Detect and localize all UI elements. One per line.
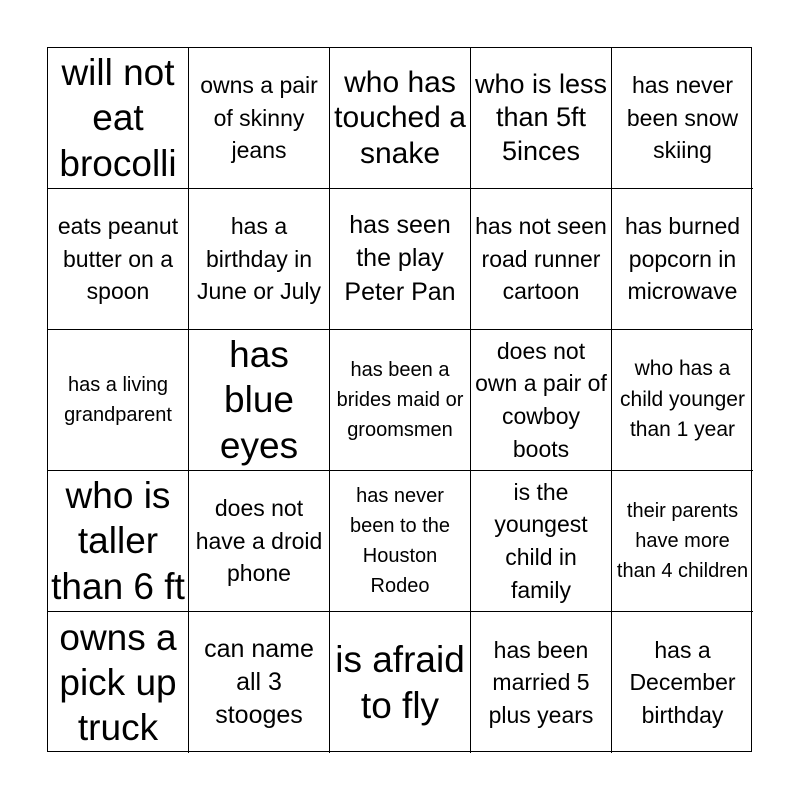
cell-text: has not seen road runner cartoon (475, 213, 607, 305)
cell-text: does not own a pair of cowboy boots (475, 337, 607, 462)
bingo-cell[interactable] (612, 330, 753, 471)
cell-text: who has a child younger than 1 year (620, 357, 745, 442)
cell-text: is the youngest child in family (494, 478, 588, 603)
bingo-cell[interactable] (48, 189, 189, 330)
bingo-cell[interactable] (471, 471, 612, 612)
cell-text: who is less than 5ft 5inces (474, 68, 608, 166)
cell-text: can name all 3 stooges (204, 634, 314, 730)
cell-text: has never been snow skiing (626, 72, 739, 164)
cell-text: has never been to the Houston Rodeo (349, 485, 451, 597)
cell-text: who has touched a snake (334, 66, 466, 170)
cell-text: has a living grandparent (64, 374, 172, 426)
cell-text: owns a pair of skinny jeans (200, 72, 318, 164)
cell-text: has a birthday in June or July (196, 213, 321, 305)
bingo-cell[interactable] (471, 189, 612, 330)
cell-text: eats peanut butter on a spoon (57, 213, 179, 305)
bingo-cell[interactable] (189, 48, 330, 189)
bingo-cell[interactable] (330, 330, 471, 471)
cell-text: has seen the play Peter Pan (344, 211, 456, 306)
bingo-cell[interactable] (48, 612, 189, 753)
bingo-cell[interactable] (330, 471, 471, 612)
bingo-cell[interactable] (330, 189, 471, 330)
cell-text: is afraid to fly (335, 639, 465, 726)
bingo-board (47, 47, 752, 752)
bingo-cell[interactable] (48, 330, 189, 471)
bingo-cell[interactable] (612, 471, 753, 612)
bingo-cell[interactable] (612, 48, 753, 189)
cell-text: does not have a droid phone (195, 495, 323, 587)
bingo-cell[interactable] (48, 48, 189, 189)
bingo-cell[interactable] (330, 612, 471, 753)
cell-text: has blue eyes (219, 334, 299, 466)
cell-text: their parents have more than 4 children (616, 500, 749, 582)
bingo-cell[interactable] (189, 330, 330, 471)
cell-text: will not eat brocolli (59, 52, 177, 184)
bingo-cell[interactable] (189, 189, 330, 330)
bingo-cell[interactable] (471, 612, 612, 753)
cell-text: who is taller than 6 ft (51, 475, 185, 607)
cell-text: has been a brides maid or groomsmen (336, 359, 464, 441)
bingo-cell[interactable] (612, 612, 753, 753)
bingo-cell[interactable] (189, 612, 330, 753)
bingo-cell[interactable] (471, 48, 612, 189)
cell-text: has burned popcorn in microwave (624, 213, 741, 305)
cell-text: has been married 5 plus years (488, 636, 594, 728)
bingo-cell[interactable] (471, 330, 612, 471)
cell-text: has a December birthday (629, 636, 736, 728)
cell-text: owns a pick up truck (59, 616, 177, 749)
bingo-cell[interactable] (48, 471, 189, 612)
bingo-cell[interactable] (612, 189, 753, 330)
bingo-cell[interactable] (330, 48, 471, 189)
bingo-cell[interactable] (189, 471, 330, 612)
